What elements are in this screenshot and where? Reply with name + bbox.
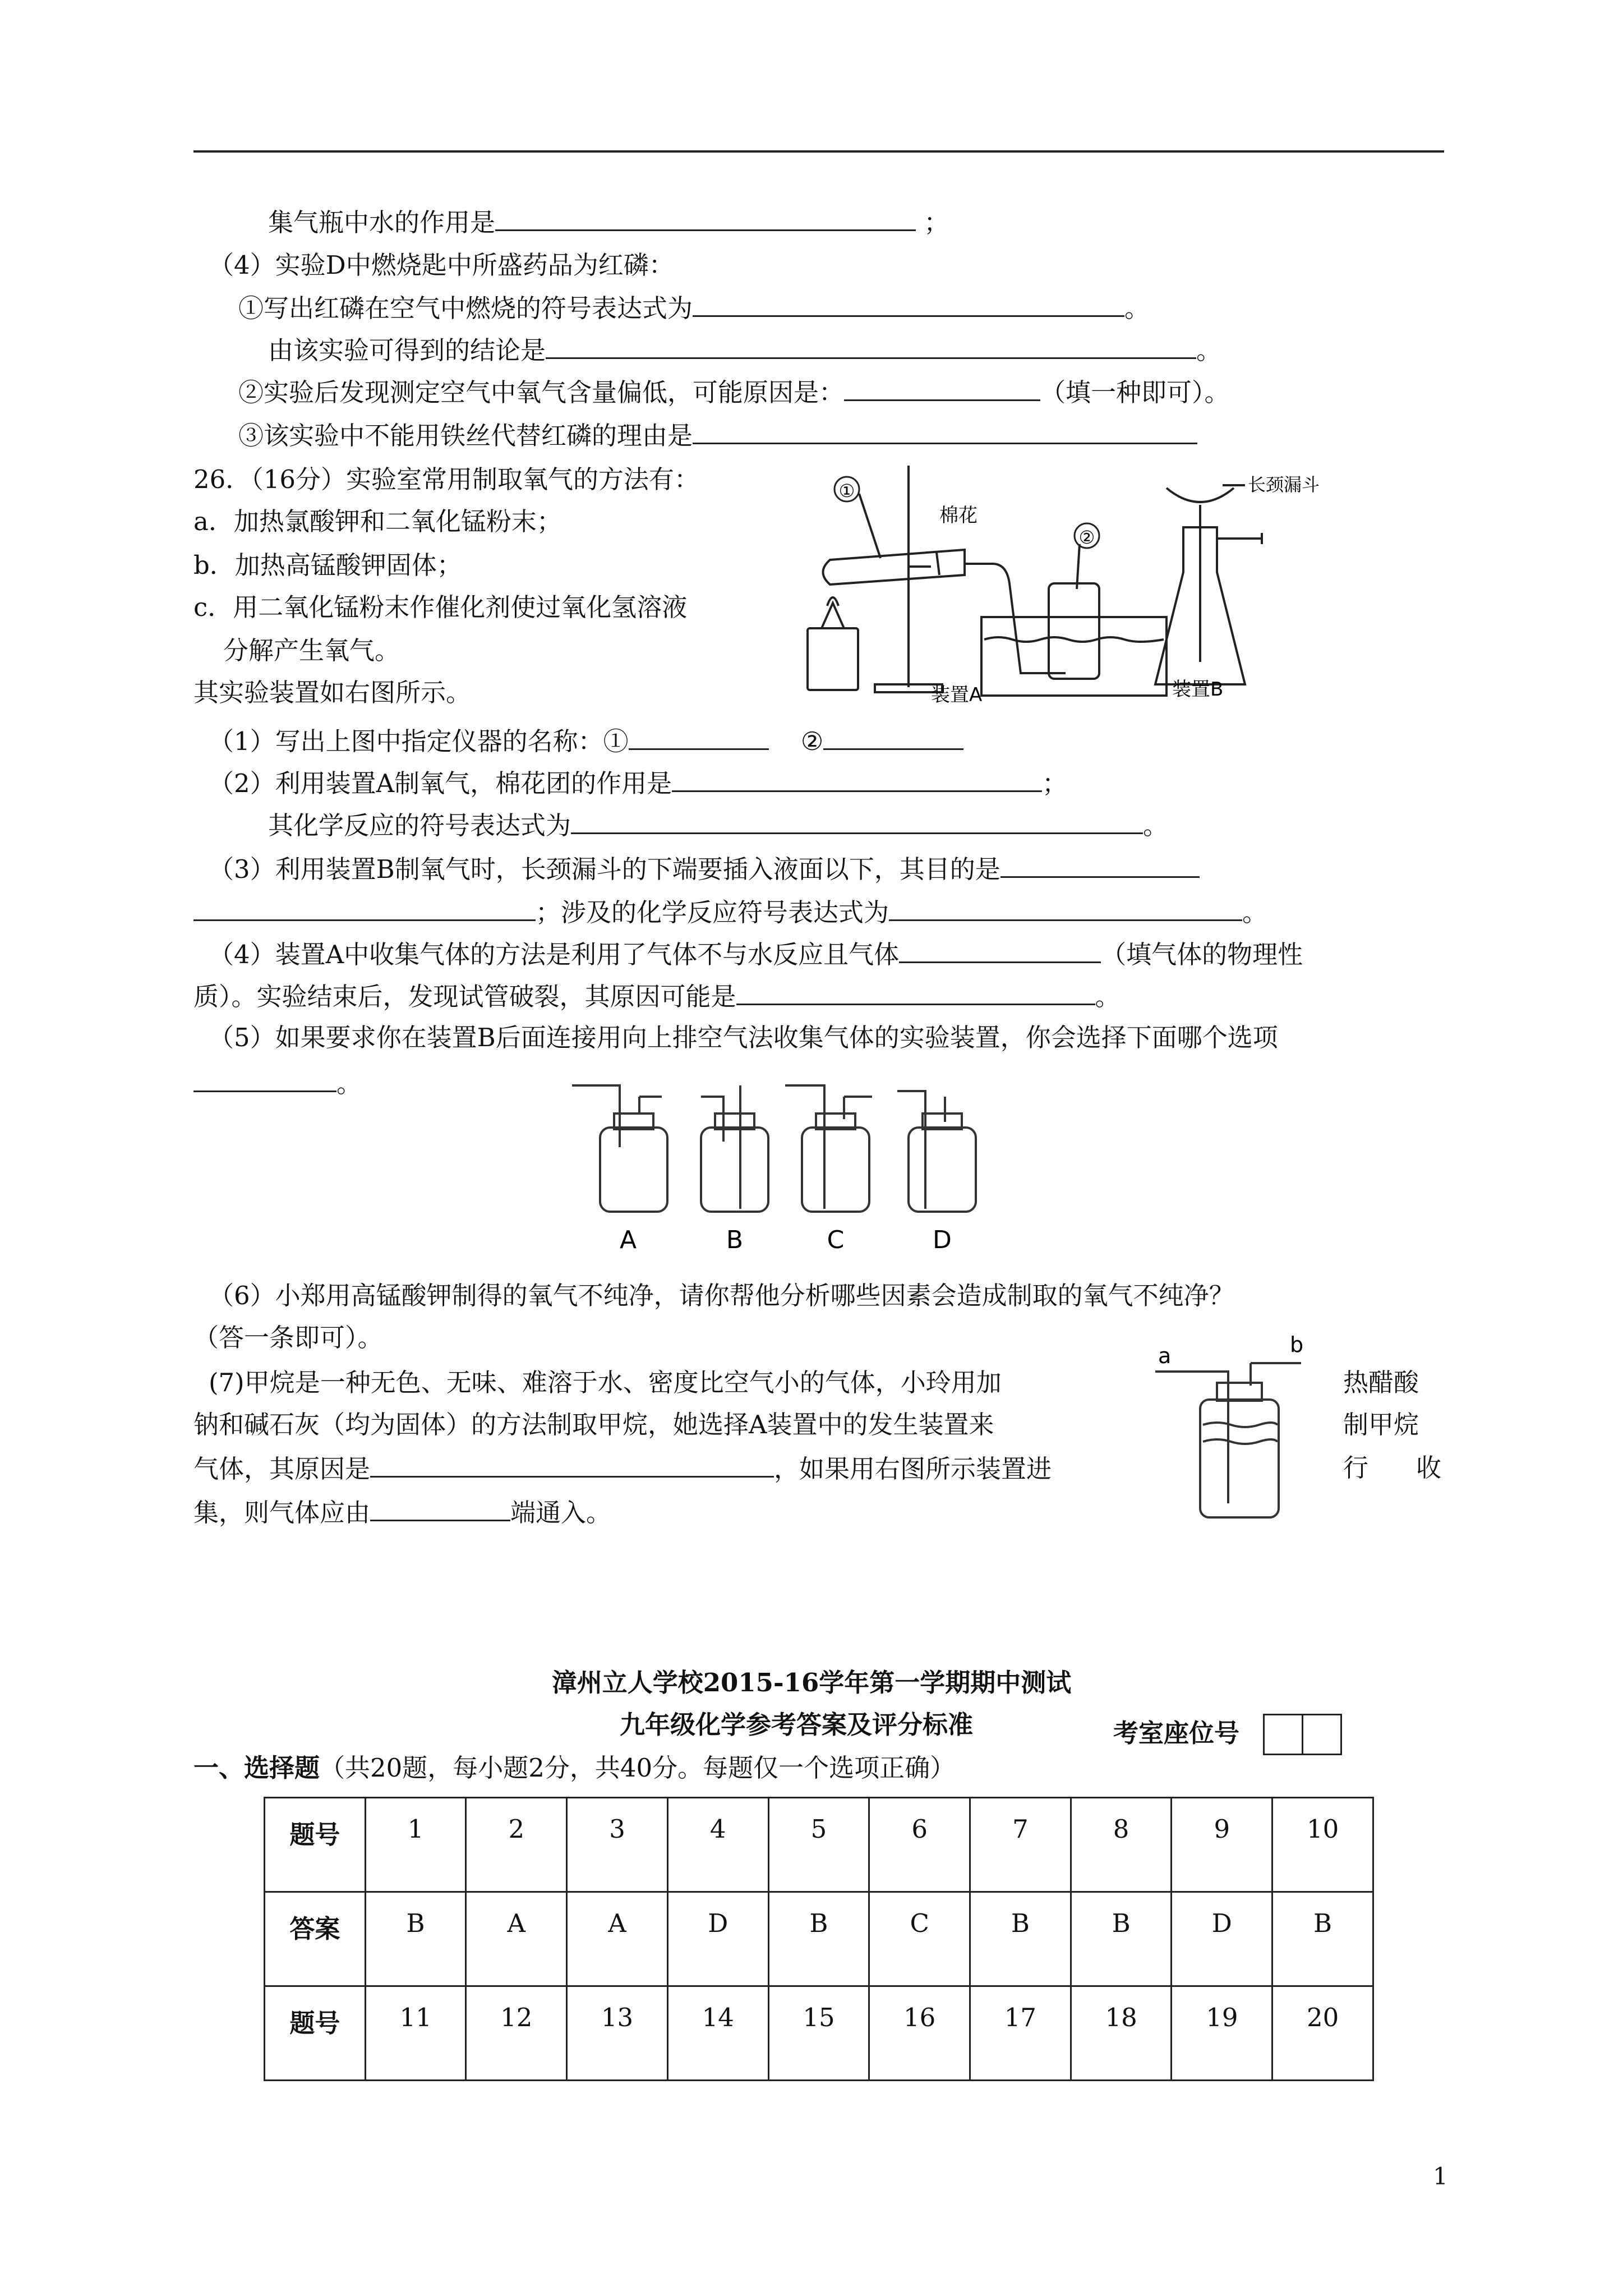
- page-number: 1: [1433, 2162, 1448, 2190]
- table-header: 题号: [265, 1798, 366, 1892]
- line-s1: [209, 724, 963, 758]
- bottle-label-d: D: [933, 1226, 952, 1254]
- answer-blank[interactable]: [844, 375, 1040, 401]
- text: 。: [1242, 898, 1268, 927]
- answer-blank[interactable]: [1000, 852, 1200, 878]
- answer-blank[interactable]: [693, 291, 1124, 317]
- answer-table: [264, 1797, 1374, 2081]
- q26-option-b: b．加热高锰酸钾固体；: [193, 550, 462, 580]
- line-s7c: [193, 1451, 1052, 1486]
- text: ③该实验中不能用铁丝代替红磷的理由是: [238, 421, 693, 450]
- text: （1）写出上图中指定仪器的名称：①: [209, 726, 629, 756]
- answer-blank[interactable]: [495, 205, 916, 231]
- text: 其化学反应的符号表达式为: [268, 811, 571, 840]
- answer-blank[interactable]: [736, 979, 1095, 1005]
- header-rule: [193, 150, 1444, 153]
- text: ①写出红磷在空气中燃烧的符号表达式为: [238, 293, 693, 323]
- line-q4: （4）实验D中燃烧匙中所盛药品为红磷：: [209, 250, 674, 280]
- label-device-a: 装置A: [931, 684, 983, 706]
- bottle-label-a: A: [619, 1226, 637, 1254]
- line-q4-2: [238, 375, 1230, 409]
- text: ②实验后发现测定空气中氧气含量偏低，可能原因是：: [238, 378, 845, 407]
- table-cell: 18: [1071, 1986, 1172, 2081]
- label-funnel: 长颈漏斗: [1248, 474, 1320, 495]
- text: ②: [800, 726, 824, 756]
- line-s3: [209, 852, 1200, 886]
- line-water-role: [268, 205, 949, 240]
- line-s4b: [193, 979, 1121, 1014]
- table-cell: 6: [869, 1798, 970, 1892]
- answer-blank[interactable]: [571, 808, 1143, 834]
- answer-blank[interactable]: [193, 1066, 336, 1092]
- answer-blank[interactable]: [899, 937, 1101, 963]
- table-row: [265, 1986, 1373, 2081]
- text: ；: [1042, 769, 1068, 798]
- table-cell: B: [1071, 1892, 1172, 1986]
- table-cell: 12: [466, 1986, 567, 2081]
- table-cell: 19: [1172, 1986, 1272, 2081]
- text: 集气瓶中水的作用是: [268, 208, 496, 237]
- q26-option-c-cont: 分解产生氧气。: [223, 636, 400, 665]
- table-cell: 17: [970, 1986, 1071, 2081]
- apparatus-figure: [796, 460, 1329, 707]
- bottle-label-b: B: [726, 1226, 744, 1254]
- line-s7d: [193, 1495, 611, 1530]
- answer-subtitle: 九年级化学参考答案及评分标准: [620, 1710, 974, 1740]
- answer-blank[interactable]: [546, 333, 1196, 359]
- table-cell: 11: [365, 1986, 466, 2081]
- table-cell: 5: [768, 1798, 869, 1892]
- table-cell: 14: [667, 1986, 768, 2081]
- text: ，如果用右图所示装置进: [774, 1454, 1052, 1484]
- answer-blank[interactable]: [370, 1451, 774, 1478]
- text: 。: [336, 1069, 362, 1098]
- table-cell: 13: [567, 1986, 668, 2081]
- answer-blank[interactable]: [370, 1495, 510, 1521]
- table-cell: 15: [768, 1986, 869, 2081]
- answer-blank[interactable]: [823, 724, 963, 750]
- label-cotton: 棉花: [939, 504, 978, 527]
- table-header: 答案: [265, 1892, 366, 1986]
- text: 质）。实验结束后，发现试管破裂，其原因可能是: [193, 982, 736, 1011]
- table-cell: 16: [869, 1986, 970, 2081]
- line-s6: （6）小郑用高锰酸钾制得的氧气不纯净，请你帮他分析哪些因素会造成制取的氧气不纯净？: [209, 1281, 1234, 1310]
- line-s2: [209, 766, 1067, 800]
- text: （4）装置A中收集气体的方法是利用了气体不与水反应且气体: [209, 940, 900, 969]
- table-header: 题号: [265, 1986, 366, 2081]
- text: （共20题，每小题2分，共40分。每题仅一个选项正确）: [320, 1753, 956, 1783]
- table-cell: B: [365, 1892, 466, 1986]
- answer-blank[interactable]: [629, 724, 769, 750]
- line-s7a: (7)甲烷是一种无色、无味、难溶于水、密度比空气小的气体，小玲用加: [209, 1368, 1002, 1397]
- table-cell: 9: [1172, 1798, 1272, 1892]
- bottle-label-c: C: [827, 1226, 845, 1254]
- gas-bottle-figure: [1150, 1329, 1324, 1526]
- line-s6b: （答一条即可）。: [193, 1323, 383, 1352]
- label-2: ②: [1078, 527, 1095, 548]
- table-cell: B: [970, 1892, 1071, 1986]
- text: 气体，其原因是: [193, 1454, 371, 1484]
- q26-title: 26．（16分）实验室常用制取氧气的方法有：: [193, 464, 700, 494]
- table-cell: 20: [1272, 1986, 1373, 2081]
- seat-box-1[interactable]: [1263, 1714, 1303, 1755]
- table-cell: A: [466, 1892, 567, 1986]
- table-cell: 2: [466, 1798, 567, 1892]
- table-cell: 8: [1071, 1798, 1172, 1892]
- text: 由该实验可得到的结论是: [268, 335, 546, 365]
- table-cell: C: [869, 1892, 970, 1986]
- table-cell: B: [768, 1892, 869, 1986]
- text: （填一种即可）。: [1040, 378, 1230, 407]
- table-cell: B: [1272, 1892, 1373, 1986]
- line-s7a-right: 热醋酸: [1343, 1368, 1419, 1397]
- line-s5b: [193, 1066, 362, 1101]
- label-1: ①: [838, 480, 855, 501]
- answer-blank[interactable]: [193, 895, 536, 921]
- line-s7c-right1: 行: [1343, 1453, 1369, 1483]
- line-s3b: [193, 895, 1267, 930]
- answer-blank[interactable]: [693, 418, 1197, 444]
- q26-option-a: a．加热氯酸钾和二氧化锰粉末；: [193, 507, 562, 536]
- q26-option-c: c．用二氧化锰粉末作催化剂使过氧化氢溶液: [193, 592, 688, 622]
- text: （3）利用装置B制氧气时，长颈漏斗的下端要插入液面以下，其目的是: [209, 854, 1000, 884]
- table-cell: A: [567, 1892, 668, 1986]
- line-q4-3: [238, 418, 1197, 453]
- text: 集，则气体应由: [193, 1498, 371, 1527]
- line-conclusion: [268, 333, 1221, 367]
- table-row: [265, 1892, 1373, 1986]
- seat-box-2[interactable]: [1302, 1714, 1342, 1755]
- table-cell: 7: [970, 1798, 1071, 1892]
- text: （2）利用装置A制氧气，棉花团的作用是: [209, 769, 672, 798]
- line-s7c-right2: 收: [1416, 1453, 1442, 1483]
- gas-label-a: a: [1158, 1343, 1172, 1368]
- q26-apparatus-note: 其实验装置如右图所示。: [193, 678, 472, 707]
- table-cell: D: [1172, 1892, 1272, 1986]
- label-device-b: 装置B: [1172, 678, 1224, 701]
- text: （填气体的物理性: [1101, 940, 1303, 969]
- line-s4: [209, 937, 1303, 972]
- table-cell: 4: [667, 1798, 768, 1892]
- text: 。: [1143, 811, 1169, 840]
- table-cell: 1: [365, 1798, 466, 1892]
- line-q4-1: [238, 291, 1150, 325]
- text: 。: [1095, 982, 1121, 1011]
- table-cell: D: [667, 1892, 768, 1986]
- text: 一、选择题: [193, 1753, 320, 1783]
- table-row: [265, 1798, 1373, 1892]
- answer-blank[interactable]: [889, 895, 1242, 921]
- text: 。: [1196, 335, 1222, 365]
- text: ；: [924, 208, 949, 237]
- text: 。: [1124, 293, 1150, 323]
- bottle-options-figure: [566, 1080, 1004, 1265]
- table-cell: 3: [567, 1798, 668, 1892]
- section1-heading: [193, 1751, 955, 1785]
- line-s2b: [268, 808, 1168, 843]
- answer-school-title: 漳州立人学校2015-16学年第一学期期中测试: [551, 1668, 1072, 1697]
- table-cell: 10: [1272, 1798, 1373, 1892]
- text: 端通入。: [510, 1498, 612, 1527]
- seat-number-label: 考室座位号: [1113, 1718, 1240, 1748]
- line-s5: （5）如果要求你在装置B后面连接用向上排空气法收集气体的实验装置，你会选择下面哪个选项: [209, 1023, 1278, 1052]
- line-s7b-right: 制甲烷: [1343, 1410, 1419, 1439]
- text: ；涉及的化学反应符号表达式为: [536, 898, 889, 927]
- answer-blank[interactable]: [672, 766, 1042, 792]
- gas-label-b: b: [1290, 1332, 1304, 1357]
- line-s7b: 钠和碱石灰（均为固体）的方法制取甲烷，她选择A装置中的发生装置来: [193, 1410, 994, 1439]
